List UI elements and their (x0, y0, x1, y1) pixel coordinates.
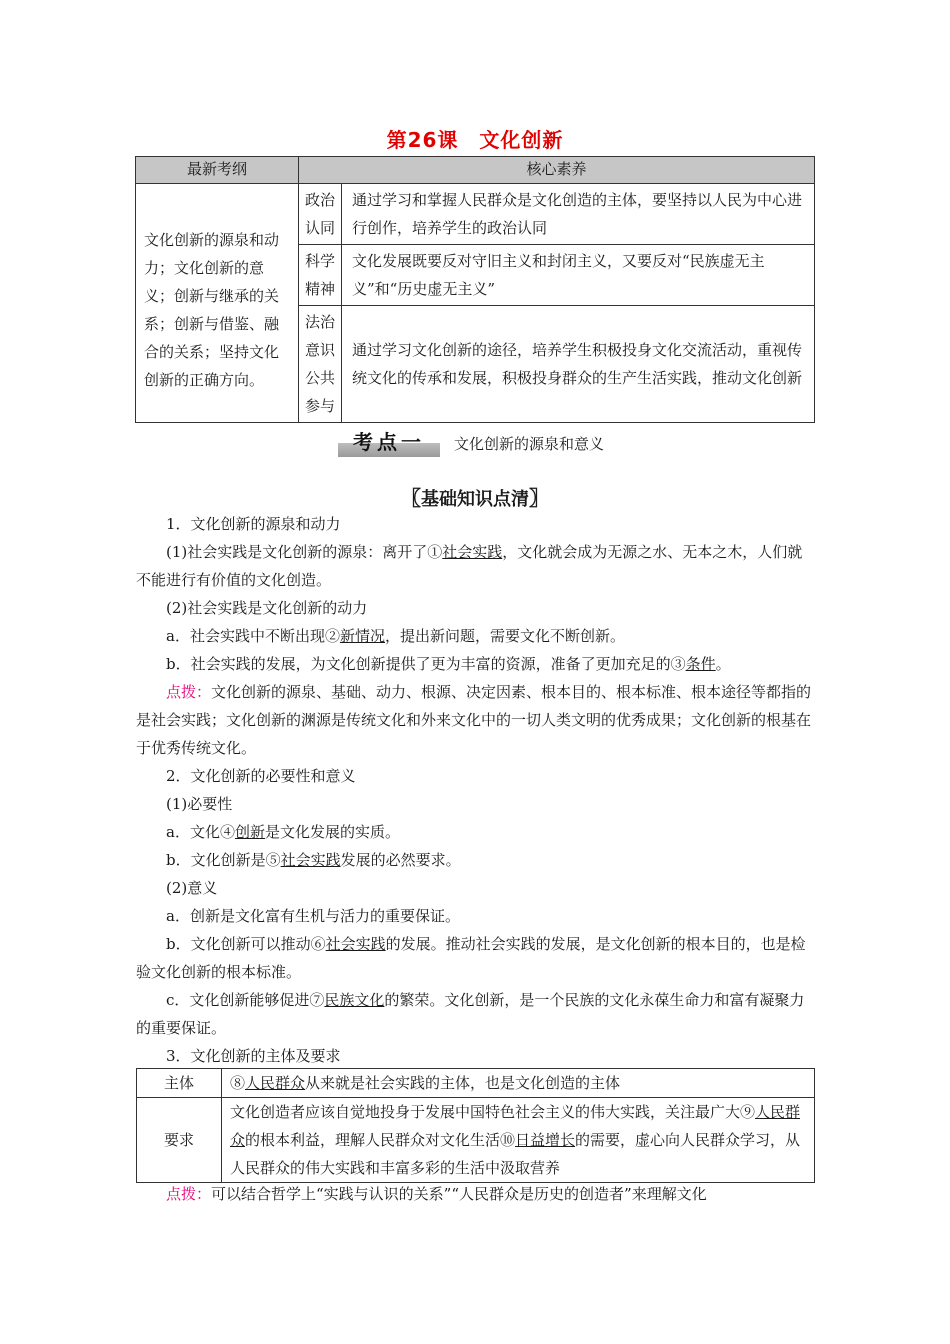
paragraph (136, 818, 816, 846)
answer-blank: 新情况 (339, 627, 385, 645)
text-run: 是文化发展的实质。 (264, 823, 400, 841)
overview-table (135, 156, 815, 423)
text-run: a．社会实践中不断出现② (166, 627, 340, 645)
text-run: b．文化创新是⑤ (166, 851, 281, 869)
text-run: 的根本利益，理解人民群众对文化生活⑩ (245, 1131, 516, 1149)
tip-label: 点拨： (166, 683, 212, 701)
text-run: b．文化创新可以推动⑥ (166, 935, 326, 953)
section-heading: 3．文化创新的主体及要求 (166, 1047, 341, 1065)
text-run: 发展的必然要求。 (340, 851, 461, 869)
overview-header-row (136, 157, 815, 184)
text-run: 从来就是社会实践的主体，也是文化创造的主体 (305, 1074, 621, 1092)
answer-blank: 日益增长 (515, 1131, 576, 1149)
answer-blank: 社会实践 (442, 543, 503, 561)
tip-label: 点拨： (166, 1185, 212, 1203)
answer-blank: 创新 (234, 823, 265, 841)
main-content (136, 510, 816, 1070)
header-core-literacy: 核心素养 (299, 157, 815, 184)
literacy-label: 法治意识公共参与 (299, 306, 342, 423)
subject-table (136, 1068, 815, 1183)
literacy-label: 政治认同 (299, 184, 342, 245)
bracket-left: 〖 (401, 486, 421, 510)
requirement-label: 要求 (137, 1098, 222, 1183)
text-run: 文化创造者应该自觉地投身于发展中国特色社会主义的伟大实践，关注最广大⑨ (230, 1103, 756, 1121)
text-run: 的发展。推动社会实践的发展，是文化创新的根本目的，也是检验文化创新的根本标准。 (136, 935, 806, 981)
section-heading: 1．文化创新的源泉和动力 (166, 515, 341, 533)
subject-row (137, 1069, 815, 1098)
header-syllabus: 最新考纲 (136, 157, 299, 184)
literacy-text: 通过学习文化创新的途径，培养学生积极投身文化交流活动，重视传统文化的传承和发展，积极投身群众的生产生活实践，推动文化创新 (342, 306, 815, 423)
text-run: 的需要，虚心向人民群众学习，从人民群众的伟大实践和丰富多彩的生活中汲取营养 (230, 1131, 801, 1177)
bracket-right: 〗 (529, 486, 549, 510)
paragraph: (2)社会实践是文化创新的动力 (166, 599, 368, 617)
paragraph (136, 846, 816, 874)
overview-row (136, 184, 815, 245)
paragraph (136, 986, 816, 1042)
text-run: ，文化就会成为无源之水、无本之木，人们就不能进行有价值的文化创造。 (136, 543, 803, 589)
syllabus-text: 文化创新的源泉和动力；文化创新的意义；创新与继承的关系；创新与借鉴、融合的关系；坚持文化创新的正确方向。 (136, 184, 299, 423)
answer-blank: 人民群众 (230, 1103, 801, 1149)
paragraph: (2)意义 (166, 879, 218, 897)
tip-paragraph (136, 1180, 816, 1208)
paragraph: a．创新是文化富有生机与活力的重要保证。 (166, 907, 460, 925)
subject-text (222, 1069, 815, 1098)
answer-blank: 人民群众 (245, 1074, 306, 1092)
literacy-text: 文化发展既要反对守旧主义和封闭主义，又要反对“民族虚无主义”和“历史虚无主义” (342, 245, 815, 306)
text-run: c．文化创新能够促进⑦ (166, 991, 325, 1009)
paragraph (136, 622, 816, 650)
tip-text: 可以结合哲学上“实践与认识的关系”“人民群众是历史的创造者”来理解文化 (211, 1185, 707, 1203)
section-header (0, 482, 950, 511)
answer-blank: 社会实践 (325, 935, 386, 953)
kaodian-topic: 文化创新的源泉和意义 (454, 434, 605, 453)
kaodian-badge: 考点一 (338, 429, 440, 457)
requirement-row (137, 1098, 815, 1183)
section-header-text: 基础知识点清 (421, 489, 529, 510)
text-run: a．文化④ (166, 823, 235, 841)
paragraph (136, 930, 816, 986)
paragraph (136, 538, 816, 594)
lesson-title: 第26课 文化创新 (386, 128, 564, 152)
paragraph: (1)必要性 (166, 795, 233, 813)
text-run: ⑧ (230, 1074, 246, 1092)
kaodian-heading (338, 428, 604, 458)
requirement-text (222, 1098, 815, 1183)
paragraph (136, 650, 816, 678)
text-run: (1)社会实践是文化创新的源泉：离开了① (166, 543, 443, 561)
literacy-label: 科学精神 (299, 245, 342, 306)
text-run: 。 (715, 655, 731, 673)
section-heading: 2．文化创新的必要性和意义 (166, 767, 356, 785)
tip-paragraph (136, 678, 816, 762)
subject-label: 主体 (137, 1069, 222, 1098)
text-run: 的繁荣。文化创新，是一个民族的文化永葆生命力和富有凝聚力的重要保证。 (136, 991, 805, 1037)
answer-blank: 社会实践 (280, 851, 341, 869)
text-run: ，提出新问题，需要文化不断创新。 (384, 627, 625, 645)
answer-blank: 条件 (685, 655, 716, 673)
tip-text: 文化创新的源泉、基础、动力、根源、决定因素、根本目的、根本标准、根本途径等都指的是社会实践；文化创新的渊源是传统文化和外来文化中的一切人类文明的优秀成果；文化创新的根基在于优秀传统文化。 (136, 683, 812, 757)
text-run: b．社会实践的发展，为文化创新提供了更为丰富的资源，准备了更加充足的③ (166, 655, 686, 673)
literacy-text: 通过学习和掌握人民群众是文化创造的主体，要坚持以人民为中心进行创作，培养学生的政治认同 (342, 184, 815, 245)
answer-blank: 民族文化 (324, 991, 385, 1009)
